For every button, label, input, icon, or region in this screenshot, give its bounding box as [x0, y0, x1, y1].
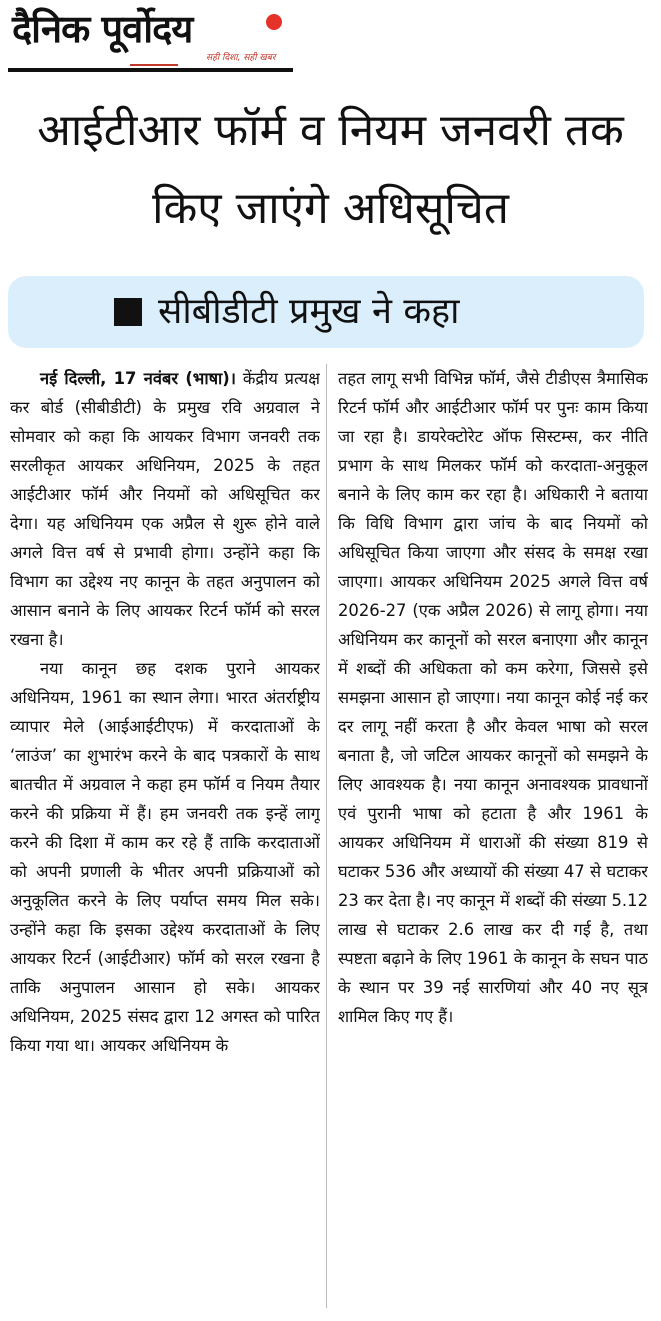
dateline: नई दिल्ली, 17 नवंबर (भाषा)। [40, 369, 237, 388]
article-column-right [338, 364, 648, 1308]
masthead-rule [8, 68, 293, 72]
masthead-accent-line [130, 64, 178, 66]
article-column-left [10, 364, 320, 1308]
article-subhead-box [8, 276, 644, 348]
article-paragraph [10, 364, 320, 654]
square-bullet-icon [114, 298, 142, 326]
article-subhead: सीबीडीटी प्रमुख ने कहा [158, 291, 460, 332]
logo-dot-icon [266, 14, 282, 30]
article-paragraph: नया कानून छह दशक पुराने आयकर अधिनियम, 1961 का स्थान लेगा। भारत अंतर्राष्ट्रीय व्यापार मेले (आईआईटीएफ) में करदाताओं के ‘लाउंज’ का शुभारंभ करने के बाद पत्रकारों के साथ बातचीत में अग्रवाल ने कहा हम फॉर्म व नियम तैयार करने की प्रक्रिया में हैं। हम जनवरी तक इन्हें लागू करने की दिशा में काम कर रहे हैं ताकि करदाताओं को अपनी प्रणाली के भीतर अपनी प्रक्रियाओं को अनुकूलित करने के लिए पर्याप्त समय मिल सके। उन्होंने कहा कि इसका उद्देश्य करदाताओं के लिए आयकर रिटर्न (आईटीआर) फॉर्म को सरल रखना है ताकि अनुपालन आसान हो सके। आयकर अधिनियम, 2025 संसद द्वारा 12 अगस्त को पारित किया गया था। आयकर अधिनियम के [10, 659, 320, 1055]
masthead-tagline: सही दिशा, सही खबर [206, 53, 276, 63]
masthead [8, 4, 293, 72]
paragraph-text: केंद्रीय प्रत्यक्ष कर बोर्ड (सीबीडीटी) के प्रमुख रवि अग्रवाल ने सोमवार को कहा कि आयकर विभाग जनवरी तक सरलीकृत आयकर अधिनियम, 2025 के तहत आईटीआर फॉर्म और नियमों को अधिसूचित कर देगा। यह अधिनियम एक अप्रैल से शुरू होने वाले अगले वित्त वर्ष से प्रभावी होगा। उन्होंने कहा कि विभाग का उद्देश्य नए कानून के तहत अनुपालन को आसान बनाने के लिए आयकर रिटर्न फॉर्म को सरल रखना है। [10, 369, 320, 649]
newspaper-logo: दैनिक पूर्वोदय [12, 7, 193, 51]
article-headline: आईटीआर फॉर्म व नियम जनवरी तक किए जाएंगे अधिसूचित [37, 105, 624, 234]
article-paragraph: तहत लागू सभी विभिन्न फॉर्म, जैसे टीडीएस त्रैमासिक रिटर्न फॉर्म और आईटीआर फॉर्म पर पुनः काम किया जा रहा है। डायरेक्टोरेट ऑफ सिस्टम्स, कर नीति प्रभाग के साथ मिलकर फॉर्म को करदाता-अनुकूल बनाने के लिए काम कर रहा है। अधिकारी ने बताया कि विधि विभाग द्वारा जांच के बाद नियमों को अधिसूचित किया जाएगा और संसद के समक्ष रखा जाएगा। आयकर अधिनियम 2025 अगले वित्त वर्ष 2026-27 (एक अप्रैल 2026) से लागू होगा। नया अधिनियम कर कानूनों को सरल बनाएगा और कानून में शब्दों की अधिकता को कम करेगा, जिससे इसे समझना आसान हो जाएगा। नया कानून कोई नई कर दर लागू नहीं करता है और केवल भाषा को सरल बनाता है, जो जटिल आयकर कानूनों को समझने के लिए आवश्यक है। नया कानून अनावश्यक प्रावधानों एवं पुरानी भाषा को हटाता है और 1961 के आयकर अधिनियम में धाराओं की संख्या 819 से घटाकर 536 और अध्यायों की संख्या 47 से घटाकर 23 कर देता है। नए कानून में शब्दों की संख्या 5.12 लाख से घटाकर 2.6 लाख कर दी गई है, तथा स्पष्टता बढ़ाने के लिए 1961 के कानून के सघन पाठ के स्थान पर 39 नई सारणियां और 40 नए सूत्र शामिल किए गए हैं। [338, 369, 648, 1026]
column-divider [326, 364, 327, 1308]
